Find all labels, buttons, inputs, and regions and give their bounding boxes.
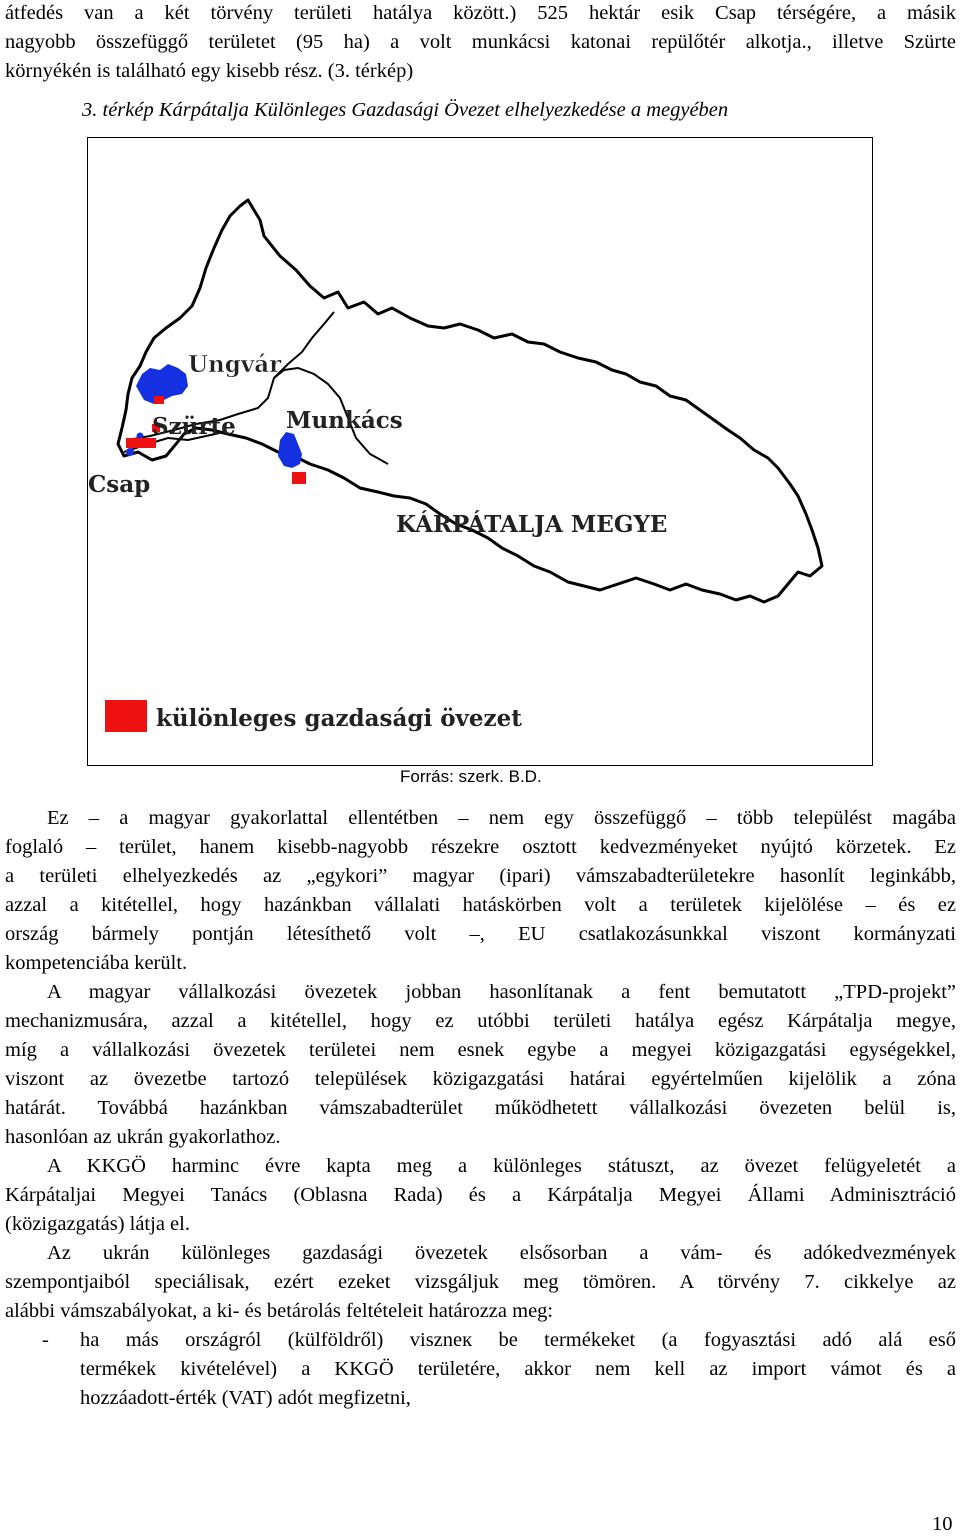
- map-svg: [88, 138, 874, 767]
- map-label-munkacs: Munkács: [286, 407, 403, 434]
- legend-label: különleges gazdasági övezet: [156, 705, 522, 732]
- body-text-line: mechanizmusára, azzal a kitétellel, hogy ez utóbbi területi hatálya egész Kárpátalja megye,: [5, 1010, 956, 1032]
- zone-marker: [292, 472, 306, 484]
- body-text-line: Az ukrán különleges gazdasági övezetek elsősorban a vám- és adókedvezmények: [47, 1242, 956, 1264]
- body-text-line: alábbi vámszabályokat, a ki- és betárolás feltételeit határozza meg:: [5, 1300, 554, 1322]
- page-number: 10: [932, 1513, 953, 1535]
- body-text-line: szempontjaiból speciálisak, ezért ezeket vizsgáljuk meg tömören. A törvény 7. cikkelye az: [5, 1271, 956, 1293]
- body-text-line: (közigazgatás) látja el.: [5, 1213, 190, 1235]
- body-text-line: kompetenciába került.: [5, 952, 188, 974]
- csap-city-dot: [126, 448, 134, 456]
- list-item-line: ha más országról (külföldről) viszneк be termékeket (a fogyasztási adó alá eső: [80, 1329, 956, 1351]
- map-figure: [87, 137, 873, 766]
- map-label-ungvar: Ungvár: [188, 351, 282, 378]
- legend-swatch: [105, 700, 147, 732]
- body-text-line: azzal a kitétellel, hogy hazánkban vállalati hatáskörben volt a területek kijelölése – és ez: [5, 894, 956, 916]
- body-text-line: Ez – a magyar gyakorlattal ellentétben – nem egy összefüggő – több települést magába: [47, 807, 956, 829]
- list-item-line: termékek kivételével) a KKGÖ területére, akkor nem kell az import vámot és a: [80, 1358, 956, 1380]
- body-text-line: ország bármely pontján létesíthető volt –, EU csatlakozásunkkal viszont kormányzati: [5, 923, 956, 945]
- region-outline: [118, 200, 822, 602]
- map-label-csap: Csap: [88, 471, 151, 498]
- body-text-line: határát. Továbbá hazánkban vámszabadterület működhetett vállalkozási övezeten belül is,: [5, 1097, 956, 1119]
- body-text-line: átfedés van a két törvény területi hatálya között.) 525 hektár esik Csap térségére, a másik: [5, 2, 956, 24]
- body-text-line: foglaló – terület, hanem kisebb-nagyobb részekre osztott kedvezményeket nyújtó körzetek. Ez: [5, 836, 956, 858]
- body-text-line: környékén is található egy kisebb rész. (3. térkép): [5, 60, 414, 82]
- body-text-line: a területi elhelyezkedés az „egykori” magyar (ipari) vámszabadterületekre hasonlít leginkább,: [5, 865, 956, 887]
- map-label-region: KÁRPÁTALJA MEGYE: [396, 511, 668, 538]
- body-text-line: viszont az övezetbe tartozó települések közigazgatási határai egyértelműen kijelölik a zóna: [5, 1068, 956, 1090]
- body-text-line: nagyobb összefüggő területet (95 ha) a volt munkácsi katonai repülőtér alkotja., illetve Szürte: [5, 31, 956, 53]
- zone-marker: [154, 396, 164, 404]
- map-caption: 3. térkép Kárpátalja Különleges Gazdasági Övezet elhelyezkedése a megyében: [82, 99, 729, 121]
- body-text-line: hasonlóan az ukrán gyakorlathoz.: [5, 1126, 281, 1148]
- map-label-szurte: Szürte: [152, 413, 236, 440]
- body-text-line: míg a vállalkozási övezetek területei nem esnek egybe a megyei közigazgatási egységekkel,: [5, 1039, 956, 1061]
- list-bullet: -: [42, 1329, 49, 1351]
- body-text-line: A KKGÖ harminc évre kapta meg a különleges státuszt, az övezet felügyeletét a: [47, 1155, 956, 1177]
- list-item-line: hozzáadott-érték (VAT) adót megfizetni,: [80, 1387, 411, 1409]
- body-text-line: A magyar vállalkozási övezetek jobban hasonlítanak a fent bemutatott „TPD-projekt”: [47, 981, 956, 1003]
- body-text-line: Kárpátaljai Megyei Tanács (Oblasna Rada) és a Kárpátalja Megyei Állami Adminisztráció: [5, 1184, 956, 1206]
- map-source: Forrás: szerk. B.D.: [400, 767, 542, 786]
